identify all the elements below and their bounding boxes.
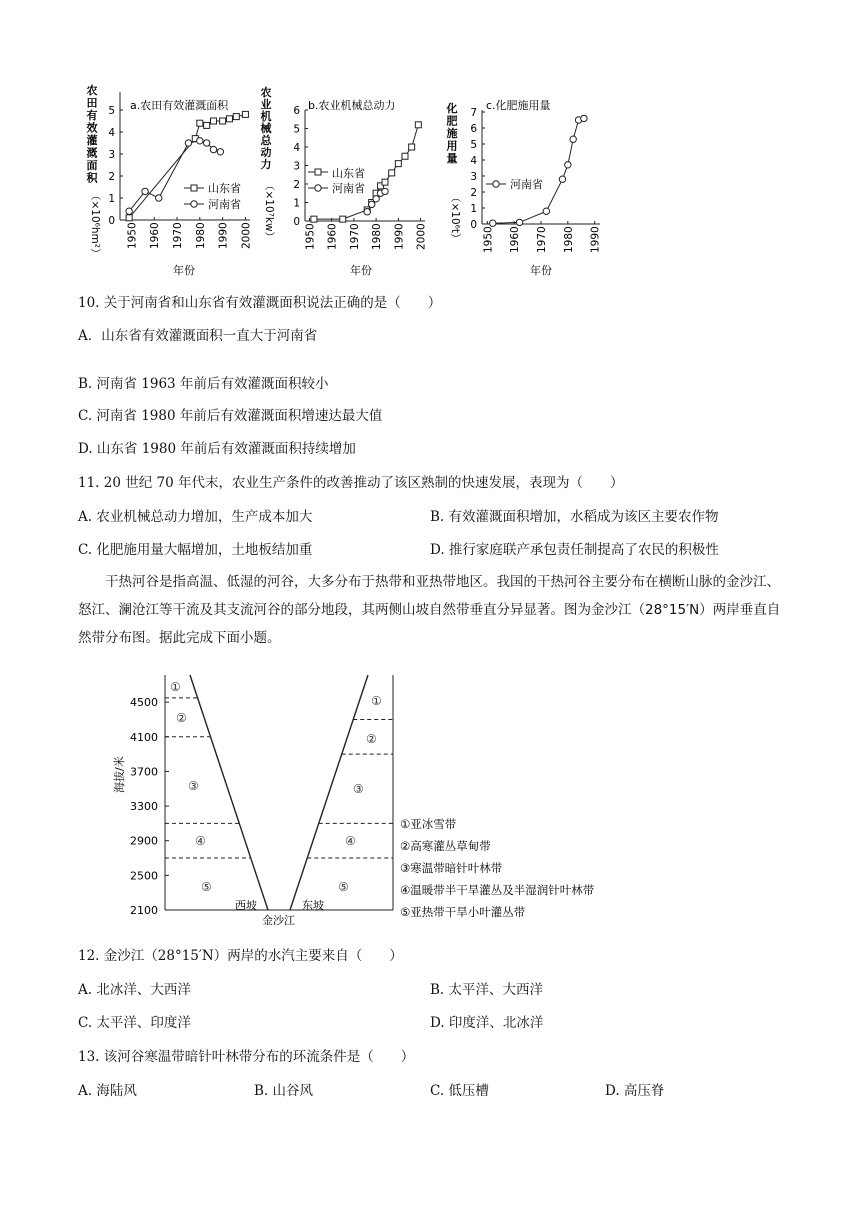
mountain-ytick-label: 4100 xyxy=(130,730,158,744)
chart-a xyxy=(87,83,253,277)
chart-b-ylabel-char: 机 xyxy=(260,110,272,123)
chart-b-point-square xyxy=(402,153,408,159)
chart-b-ytick-label: 0 xyxy=(293,216,300,228)
chart-a-point-square xyxy=(197,120,203,126)
chart-b-ytick-label: 3 xyxy=(293,160,300,173)
chart-c-xtick-label: 1950 xyxy=(482,226,495,253)
q13-option-d[interactable]: D. 高压脊 xyxy=(605,1083,665,1099)
q11-option-a[interactable]: A. 农业机械总动力增加，生产成本加大 xyxy=(78,509,313,525)
chart-a-xtick-label: 1980 xyxy=(194,222,207,249)
chart-c-ylabel-char: 化 xyxy=(446,102,458,115)
west-belt-4: ④ xyxy=(195,834,206,848)
chart-a-ylabel-char: 有 xyxy=(86,109,98,122)
chart-a-ytick-label: 5 xyxy=(108,105,115,117)
chart-b-ylabel-char: 业 xyxy=(260,98,272,111)
chart-b-ytick-label: 2 xyxy=(293,179,300,191)
q13-option-b[interactable]: B. 山谷风 xyxy=(254,1083,314,1099)
chart-c-xlabel: 年份 xyxy=(530,264,552,277)
chart-a-xtick-label: 1950 xyxy=(126,222,139,249)
chart-b-point-square xyxy=(311,216,317,222)
chart-b-ytick-label: 4 xyxy=(293,142,300,154)
chart-a-point-square xyxy=(126,215,132,221)
q11-stem: 11. 20 世纪 70 年代末，农业生产条件的改善推动了该区熟制的快速发展，表现为（ ） xyxy=(78,475,624,491)
chart-c-legend-henan: 河南省 xyxy=(510,178,543,191)
chart-c-xtick-label: 1990 xyxy=(589,226,602,253)
chart-a-ylabel-char: 溉 xyxy=(86,146,98,160)
chart-b-xtick-label: 1990 xyxy=(393,223,406,250)
chart-a-ytick-label: 4 xyxy=(108,127,115,139)
legend-circle-marker xyxy=(315,185,321,191)
legend-circle-marker xyxy=(191,201,197,207)
chart-b xyxy=(261,85,428,277)
legend-circle-marker xyxy=(493,181,499,187)
chart-c-ytick-label: 6 xyxy=(470,123,477,135)
river-label: 金沙江 xyxy=(262,914,295,927)
q12-option-c[interactable]: C. 太平洋、印度洋 xyxy=(78,1015,191,1031)
chart-c-xtick-label: 1960 xyxy=(509,226,522,253)
chart-c-xtick-label: 1970 xyxy=(536,226,548,253)
legend-belt-5: ⑤亚热带干旱小叶灌丛带 xyxy=(400,905,526,919)
chart-b-point-square xyxy=(340,216,346,222)
chart-c-ytick-label: 4 xyxy=(470,155,477,167)
legend-square-marker xyxy=(191,185,197,191)
legend-belt-2: ②高寒灌丛草甸带 xyxy=(400,839,491,853)
chart-c-ylabel-char: 施 xyxy=(446,127,458,140)
east-belt-2: ② xyxy=(366,732,377,746)
chart-a-ytick-label: 0 xyxy=(108,215,115,227)
chart-a-point-square xyxy=(211,118,217,124)
chart-a-ylabel-char: 效 xyxy=(86,121,98,135)
chart-b-title: b.农业机械总动力 xyxy=(308,99,396,112)
chart-a-point-circle xyxy=(185,140,191,146)
chart-b-point-square xyxy=(415,122,421,128)
mountain-legend xyxy=(400,817,595,919)
chart-b-point-square xyxy=(382,179,388,185)
chart-a-legend-shandong: 山东省 xyxy=(208,182,241,195)
chart-b-ytick-label: 5 xyxy=(293,123,300,136)
q12-option-b[interactable]: B. 太平洋、大西洋 xyxy=(430,982,544,998)
chart-c-ytick-label: 7 xyxy=(470,107,477,119)
q12-option-a[interactable]: A. 北冰洋、大西洋 xyxy=(78,982,191,998)
q11-option-d[interactable]: D. 推行家庭联产承包责任制提高了农民的积极性 xyxy=(430,542,719,558)
chart-c-ytick-label: 3 xyxy=(470,171,477,183)
chart-b-point-circle xyxy=(373,196,379,202)
west-slope-label: 西坡 xyxy=(235,899,257,912)
chart-b-point-square xyxy=(395,161,401,167)
mountain-ytick-label: 4500 xyxy=(130,696,158,710)
west-belt-3: ③ xyxy=(188,779,199,793)
chart-c-point-circle xyxy=(570,136,576,142)
chart-a-point-circle xyxy=(197,138,203,144)
chart-a-yunit: （×10⁶hm²） xyxy=(89,190,101,259)
passage: 干热河谷是指高温、低湿的河谷，大多分布于热带和亚热带地区。我国的干热河谷主要分布在横断山脉的金沙江、怒江、澜沧江等干流及其支流河谷的部分地段，其两侧山坡自然带垂直分异显著。图为金沙江（28°15′N）两岸垂直自然带分布图。据此完成下面小题。 xyxy=(78,574,781,646)
chart-c-point-circle xyxy=(543,208,549,214)
mountain-ytick-label: 2900 xyxy=(130,834,158,848)
chart-b-point-circle xyxy=(382,188,388,194)
chart-b-point-circle xyxy=(368,201,374,207)
chart-a-ylabel xyxy=(87,83,99,185)
chart-a-ylabel-char: 田 xyxy=(86,96,98,110)
legend-square-marker xyxy=(315,169,321,175)
chart-b-ylabel-char: 总 xyxy=(260,134,272,147)
chart-b-ylabel xyxy=(261,85,273,171)
q11-option-c[interactable]: C. 化肥施用量大幅增加，土地板结加重 xyxy=(78,542,313,558)
chart-b-xlabel: 年份 xyxy=(350,264,372,277)
charts-area xyxy=(0,0,860,285)
chart-b-xtick-label: 1960 xyxy=(326,223,339,250)
chart-c-ylabel-char: 用 xyxy=(446,139,458,153)
chart-c-point-circle xyxy=(516,219,522,225)
chart-a-ylabel-char: 面 xyxy=(86,159,98,172)
chart-a-ytick-label: 1 xyxy=(108,193,115,205)
chart-c-point-circle xyxy=(490,220,496,226)
chart-a-point-square xyxy=(220,118,226,124)
chart-b-yunit: （×10⁷kw） xyxy=(263,180,275,243)
chart-b-ylabel-char: 力 xyxy=(260,158,272,171)
chart-a-point-square xyxy=(242,111,248,117)
q10-option-a[interactable]: A．山东省有效灌溉面积一直大于河南省 xyxy=(78,328,318,344)
chart-b-xtick-label: 2000 xyxy=(415,223,428,250)
east-belt-5: ⑤ xyxy=(338,880,349,894)
west-belt-1: ① xyxy=(170,680,181,694)
chart-a-ylabel-char: 农 xyxy=(86,84,98,97)
chart-b-ylabel-char: 农 xyxy=(260,86,272,99)
chart-c-title: c.化肥施用量 xyxy=(486,99,551,112)
vertical-zone-diagram xyxy=(0,665,860,930)
chart-a-legend-henan: 河南省 xyxy=(208,198,241,211)
chart-a-point-square xyxy=(226,116,232,122)
chart-b-ylabel-char: 械 xyxy=(260,122,272,135)
east-belt-1: ① xyxy=(371,694,382,708)
chart-c-ylabel-char: 量 xyxy=(446,152,458,165)
q10-option-c[interactable]: C. 河南省 1980 年前后有效灌溉面积增速达最大值 xyxy=(78,408,383,424)
chart-c-ytick-label: 5 xyxy=(470,139,477,151)
chart-b-ytick-label: 1 xyxy=(293,197,300,210)
chart-a-point-circle xyxy=(142,188,148,194)
q10-stem: 10. 关于河南省和山东省有效灌溉面积说法正确的是（ ） xyxy=(78,295,442,311)
chart-c-ylabel xyxy=(446,101,458,165)
east-slope-label: 东坡 xyxy=(302,899,324,912)
chart-b-point-square xyxy=(389,170,395,176)
chart-b-xtick-label: 1980 xyxy=(371,223,384,250)
chart-a-point-circle xyxy=(126,208,132,214)
chart-a-point-circle xyxy=(210,146,216,152)
q12-stem: 12. 金沙江（28°15′N）两岸的水汽主要来自（ ） xyxy=(78,948,403,964)
chart-c-ytick-label: 1 xyxy=(470,203,477,215)
chart-a-ylabel-char: 灌 xyxy=(86,134,98,147)
mountain-ylabel: 海拔/米 xyxy=(113,756,126,793)
east-belt-4: ④ xyxy=(345,834,356,848)
east-belt-3: ③ xyxy=(353,782,364,796)
chart-a-point-circle xyxy=(203,140,209,146)
q13-option-a[interactable]: A. 海陆风 xyxy=(78,1083,137,1099)
west-belt-2: ② xyxy=(176,711,187,725)
q12-option-d[interactable]: D. 印度洋、北冰洋 xyxy=(430,1015,544,1031)
west-slope-line xyxy=(190,675,268,910)
chart-c-ytick-label: 0 xyxy=(470,219,477,231)
chart-a-ytick-label: 3 xyxy=(108,149,115,161)
chart-a-xtick-label: 1990 xyxy=(217,222,230,249)
chart-c-ylabel-char: 肥 xyxy=(446,114,458,128)
chart-a-xtick-label: 2000 xyxy=(240,222,253,249)
chart-c-point-circle xyxy=(565,162,571,168)
chart-a-ylabel-char: 积 xyxy=(86,171,98,185)
q11-option-b[interactable]: B. 有效灌溉面积增加，水稻成为该区主要农作物 xyxy=(430,509,719,525)
west-belt-5: ⑤ xyxy=(201,880,212,894)
chart-b-series-line xyxy=(314,125,418,219)
chart-a-xtick-label: 1970 xyxy=(172,222,185,249)
chart-c-series-line xyxy=(493,118,584,223)
chart-a-xtick-label: 1960 xyxy=(149,222,162,249)
chart-b-ytick-label: 6 xyxy=(293,105,300,117)
legend-belt-1: ①亚冰雪带 xyxy=(400,817,457,831)
chart-a-point-circle xyxy=(156,195,162,201)
q10-option-d[interactable]: D. 山东省 1980 年前后有效灌溉面积持续增加 xyxy=(78,441,356,457)
chart-a-ytick-label: 2 xyxy=(108,171,115,183)
chart-c-legend xyxy=(486,177,543,191)
mountain-ytick-label: 3300 xyxy=(130,800,158,814)
chart-c xyxy=(446,98,602,277)
chart-b-legend xyxy=(308,166,365,195)
chart-a-title: a.农田有效灌溉面积 xyxy=(130,99,229,112)
chart-b-legend-shandong: 山东省 xyxy=(332,167,365,180)
chart-a-xlabel: 年份 xyxy=(173,264,195,277)
legend-belt-3: ③寒温带暗针叶林带 xyxy=(400,861,503,875)
q10-option-b[interactable]: B. 河南省 1963 年前后有效灌溉面积较小 xyxy=(78,376,329,392)
chart-a-point-square xyxy=(233,114,239,120)
legend-belt-4: ④温暖带半干旱灌丛及半湿润针叶林带 xyxy=(400,883,595,897)
mountain-ytick-label: 2500 xyxy=(130,869,158,883)
chart-a-point-circle xyxy=(217,149,223,155)
chart-b-ylabel-char: 动 xyxy=(260,146,272,159)
chart-b-point-circle xyxy=(364,209,370,215)
q13-option-c[interactable]: C. 低压槽 xyxy=(430,1083,489,1099)
chart-b-xtick-label: 1950 xyxy=(304,223,317,250)
chart-c-point-circle xyxy=(581,115,587,121)
chart-b-point-square xyxy=(409,144,415,150)
chart-b-xtick-label: 1970 xyxy=(348,223,361,250)
q13-stem: 13. 该河谷寒温带暗针叶林带分布的环流条件是（ ） xyxy=(78,1049,415,1065)
mountain-ytick-label: 3700 xyxy=(130,765,158,779)
chart-c-point-circle xyxy=(559,176,565,182)
chart-b-legend-henan: 河南省 xyxy=(332,182,365,195)
chart-c-xtick-label: 1980 xyxy=(562,226,575,253)
chart-c-yunit: （×10⁶t） xyxy=(449,192,461,244)
chart-c-ytick-label: 2 xyxy=(470,187,477,199)
chart-a-point-square xyxy=(204,122,210,128)
chart-a-legend xyxy=(184,181,241,211)
mountain-ytick-label: 2100 xyxy=(130,904,158,917)
